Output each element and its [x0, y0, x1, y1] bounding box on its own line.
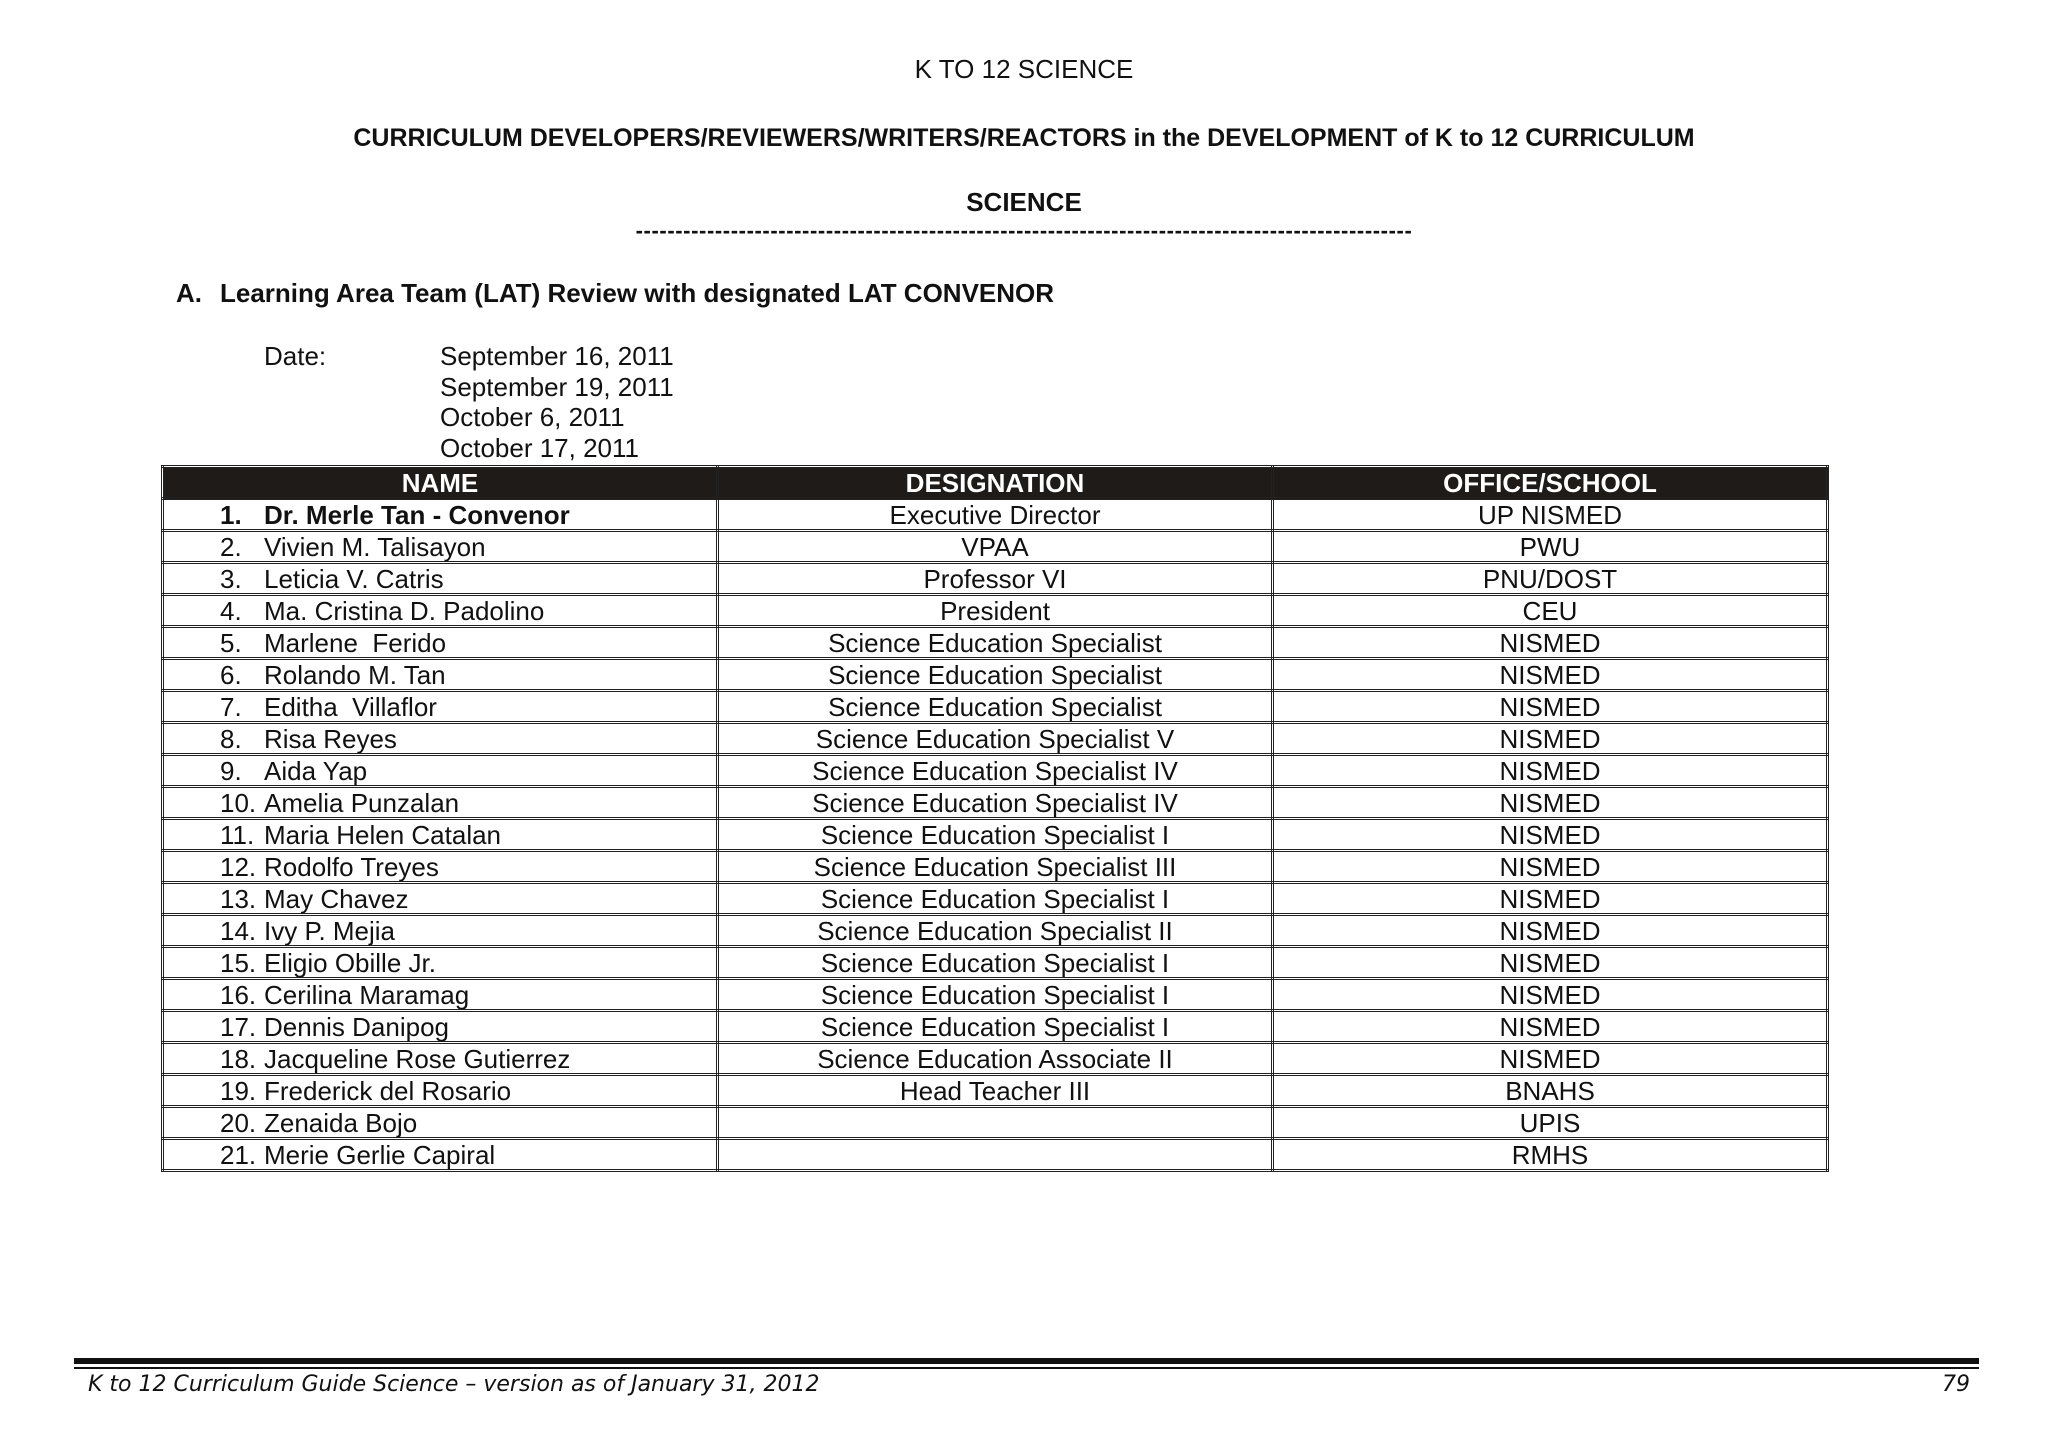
- cell-name: [163, 819, 718, 851]
- cell-name: [163, 723, 718, 755]
- page-number: 79: [1942, 1372, 1970, 1397]
- cell-name: [163, 531, 718, 563]
- column-header-designation: DESIGNATION: [718, 467, 1273, 499]
- person-name: Risa Reyes: [264, 723, 397, 754]
- table-row: [163, 595, 1828, 627]
- row-number: 9.: [220, 755, 242, 786]
- row-number: 4.: [220, 595, 242, 626]
- row-number: 13.: [220, 883, 257, 914]
- cell-name: [163, 979, 718, 1011]
- cell-office: NISMED: [1273, 755, 1828, 787]
- column-header-office: OFFICE/SCHOOL: [1273, 467, 1828, 499]
- table-row: [163, 563, 1828, 595]
- person-name: Zenaida Bojo: [264, 1107, 418, 1138]
- cell-office: NISMED: [1273, 819, 1828, 851]
- footer-rule: [74, 1358, 1979, 1364]
- person-name: Merie Gerlie Capiral: [264, 1139, 496, 1170]
- cell-office: BNAHS: [1273, 1075, 1828, 1107]
- table-row: [163, 883, 1828, 915]
- separator-line: --------------------------------------------------------------------------------------------------: [635, 218, 1413, 243]
- cell-name: [163, 1139, 718, 1171]
- row-number: 19.: [220, 1075, 257, 1106]
- running-header: K TO 12 SCIENCE: [914, 54, 1134, 84]
- table-row: [163, 819, 1828, 851]
- row-number: 21.: [220, 1139, 257, 1170]
- table-row: [163, 659, 1828, 691]
- cell-name: [163, 499, 718, 531]
- cell-name: [163, 851, 718, 883]
- row-number: 2.: [220, 531, 242, 562]
- cell-office: CEU: [1273, 595, 1828, 627]
- cell-name: [163, 1043, 718, 1075]
- row-number: 10.: [220, 787, 257, 818]
- cell-designation: Professor VI: [718, 563, 1273, 595]
- cell-office: PNU/DOST: [1273, 563, 1828, 595]
- cell-name: [163, 595, 718, 627]
- person-name: Rodolfo Treyes: [264, 851, 439, 882]
- row-number: 16.: [220, 979, 257, 1010]
- person-name: Dennis Danipog: [264, 1011, 450, 1042]
- table-body: [163, 499, 1828, 1171]
- table-row: [163, 787, 1828, 819]
- row-number: 5.: [220, 627, 242, 658]
- row-number: 1.: [220, 499, 242, 530]
- cell-office: NISMED: [1273, 723, 1828, 755]
- table-row: [163, 947, 1828, 979]
- cell-name: [163, 1107, 718, 1139]
- document-title: CURRICULUM DEVELOPERS/REVIEWERS/WRITERS/REACTORS in the DEVELOPMENT of K to 12 CURRICULUM: [353, 124, 1695, 152]
- table-row: [163, 531, 1828, 563]
- section-heading-text: Learning Area Team (LAT) Review with designated LAT CONVENOR: [220, 278, 1055, 308]
- cell-name: [163, 787, 718, 819]
- cell-office: NISMED: [1273, 947, 1828, 979]
- cell-office: NISMED: [1273, 915, 1828, 947]
- cell-designation: Science Education Specialist I: [718, 819, 1273, 851]
- cell-name: [163, 1075, 718, 1107]
- date-list: [440, 341, 674, 463]
- row-number: 6.: [220, 659, 242, 690]
- cell-designation: Science Education Specialist IV: [718, 755, 1273, 787]
- person-name: Aida Yap: [264, 755, 368, 786]
- person-name: Vivien M. Talisayon: [264, 531, 486, 562]
- person-name: Jacqueline Rose Gutierrez: [264, 1043, 571, 1074]
- cell-office: NISMED: [1273, 659, 1828, 691]
- date-item: October 6, 2011: [440, 402, 625, 432]
- person-name: Ma. Cristina D. Padolino: [264, 595, 545, 626]
- cell-designation: Science Education Specialist II: [718, 915, 1273, 947]
- date-item: September 16, 2011: [440, 341, 674, 371]
- cell-office: NISMED: [1273, 787, 1828, 819]
- cell-office: NISMED: [1273, 691, 1828, 723]
- cell-designation: Science Education Specialist: [718, 627, 1273, 659]
- cell-designation: VPAA: [718, 531, 1273, 563]
- cell-name: [163, 947, 718, 979]
- cell-office: NISMED: [1273, 627, 1828, 659]
- cell-name: [163, 691, 718, 723]
- table-row: [163, 979, 1828, 1011]
- cell-designation: President: [718, 595, 1273, 627]
- cell-office: UPIS: [1273, 1107, 1828, 1139]
- person-name: Rolando M. Tan: [264, 659, 446, 690]
- cell-designation: Science Education Specialist V: [718, 723, 1273, 755]
- row-number: 11.: [220, 819, 255, 850]
- date-label: Date:: [264, 341, 327, 371]
- table-row: [163, 915, 1828, 947]
- person-name: May Chavez: [264, 883, 409, 914]
- cell-name: [163, 1011, 718, 1043]
- section-letter: A.: [176, 278, 202, 308]
- cell-office: NISMED: [1273, 1043, 1828, 1075]
- person-name: Cerilina Maramag: [264, 979, 470, 1010]
- cell-designation: Science Education Specialist I: [718, 947, 1273, 979]
- row-number: 18.: [220, 1043, 257, 1074]
- table-row: [163, 1011, 1828, 1043]
- table-row: [163, 1043, 1828, 1075]
- cell-designation: Science Education Specialist I: [718, 1011, 1273, 1043]
- table-header-row: [163, 467, 1828, 499]
- person-name: Amelia Punzalan: [264, 787, 460, 818]
- cell-designation: Science Education Specialist I: [718, 883, 1273, 915]
- cell-name: [163, 883, 718, 915]
- cell-name: [163, 755, 718, 787]
- row-number: 7.: [220, 691, 242, 722]
- row-number: 17.: [220, 1011, 257, 1042]
- cell-office: NISMED: [1273, 979, 1828, 1011]
- table-row: [163, 851, 1828, 883]
- subject-title: SCIENCE: [966, 187, 1082, 217]
- cell-designation: Science Education Specialist III: [718, 851, 1273, 883]
- cell-designation: Science Education Specialist I: [718, 979, 1273, 1011]
- row-number: 3.: [220, 563, 242, 594]
- row-number: 15.: [220, 947, 257, 978]
- roster-table: [161, 465, 1829, 1172]
- row-number: 12.: [220, 851, 257, 882]
- table-row: [163, 627, 1828, 659]
- person-name: Frederick del Rosario: [264, 1075, 512, 1106]
- person-name: Leticia V. Catris: [264, 563, 444, 594]
- cell-designation: Science Education Associate II: [718, 1043, 1273, 1075]
- person-name: Marlene Ferido: [264, 627, 447, 658]
- section-heading: [176, 278, 1054, 309]
- person-name: Dr. Merle Tan - Convenor: [264, 499, 570, 530]
- cell-office: NISMED: [1273, 851, 1828, 883]
- person-name: Eligio Obille Jr.: [264, 947, 436, 978]
- cell-office: RMHS: [1273, 1139, 1828, 1171]
- table-row: [163, 1075, 1828, 1107]
- row-number: 8.: [220, 723, 242, 754]
- cell-designation: Science Education Specialist IV: [718, 787, 1273, 819]
- cell-office: NISMED: [1273, 883, 1828, 915]
- person-name: Ivy P. Mejia: [264, 915, 396, 946]
- date-item: October 17, 2011: [440, 432, 639, 463]
- cell-office: NISMED: [1273, 1011, 1828, 1043]
- person-name: Maria Helen Catalan: [264, 819, 502, 850]
- cell-name: [163, 627, 718, 659]
- cell-designation: [718, 1107, 1273, 1139]
- table-row: [163, 1107, 1828, 1139]
- date-item: September 19, 2011: [440, 371, 674, 402]
- table-row: [163, 723, 1828, 755]
- cell-name: [163, 915, 718, 947]
- footer-rule-thin: [74, 1367, 1979, 1369]
- cell-office: PWU: [1273, 531, 1828, 563]
- table-row: [163, 691, 1828, 723]
- table-row: [163, 1139, 1828, 1171]
- cell-designation: Executive Director: [718, 499, 1273, 531]
- cell-name: [163, 659, 718, 691]
- row-number: 14.: [220, 915, 257, 946]
- person-name: Editha Villaflor: [264, 691, 437, 722]
- table-row: [163, 499, 1828, 531]
- cell-designation: Head Teacher III: [718, 1075, 1273, 1107]
- table-row: [163, 755, 1828, 787]
- cell-name: [163, 563, 718, 595]
- cell-designation: [718, 1139, 1273, 1171]
- row-number: 20.: [220, 1107, 257, 1138]
- cell-designation: Science Education Specialist: [718, 691, 1273, 723]
- footer-text: K to 12 Curriculum Guide Science – version as of January 31, 2012: [88, 1372, 820, 1397]
- cell-designation: Science Education Specialist: [718, 659, 1273, 691]
- column-header-name: NAME: [163, 467, 718, 499]
- cell-office: UP NISMED: [1273, 499, 1828, 531]
